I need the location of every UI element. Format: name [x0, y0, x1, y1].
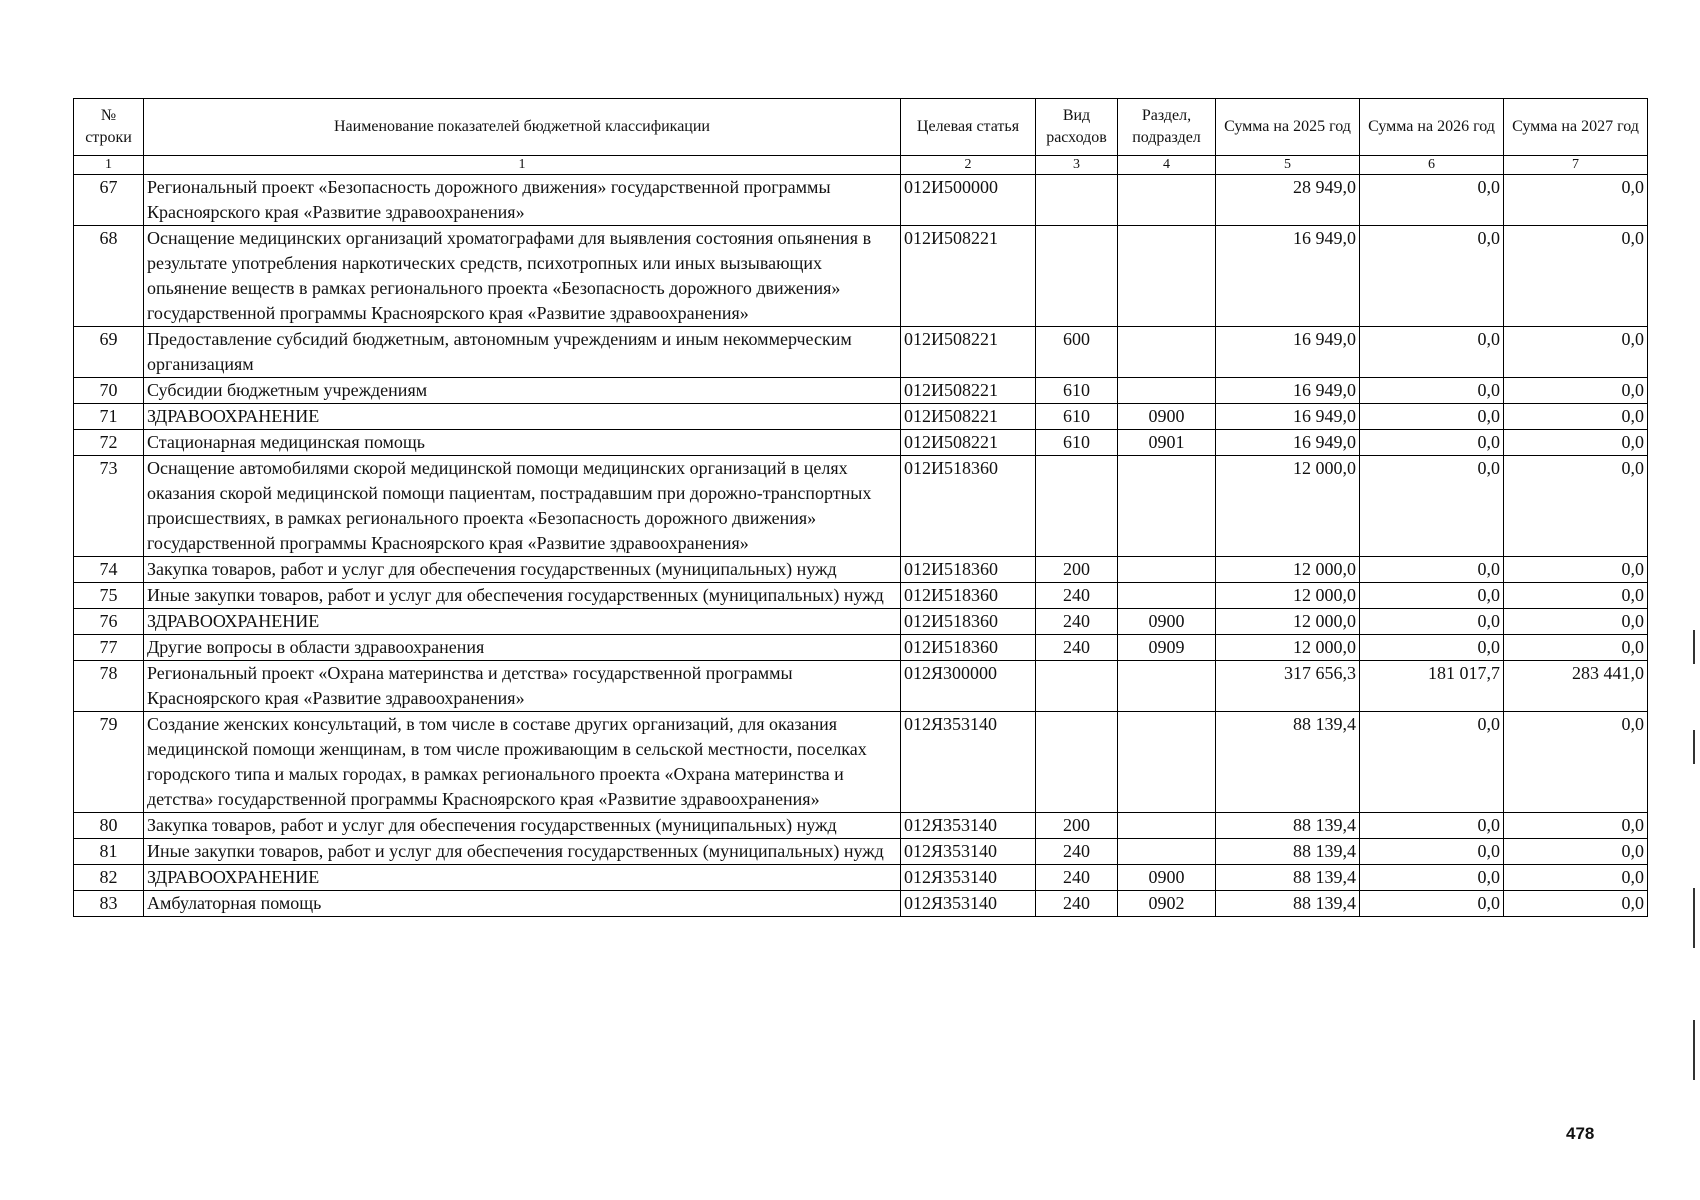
- row-number: 81: [74, 839, 144, 865]
- table-row: [74, 865, 1648, 891]
- row-sum-2027: 0,0: [1504, 226, 1648, 327]
- row-razdel: [1118, 175, 1216, 226]
- table-row: [74, 635, 1648, 661]
- row-sum-2026: 0,0: [1360, 891, 1504, 917]
- row-sum-2025: 16 949,0: [1216, 430, 1360, 456]
- column-numbers-row: [74, 156, 1648, 175]
- row-vid: 610: [1036, 378, 1118, 404]
- row-sum-2026: 0,0: [1360, 175, 1504, 226]
- row-sum-2027: 0,0: [1504, 378, 1648, 404]
- row-number: 75: [74, 583, 144, 609]
- row-razdel: [1118, 661, 1216, 712]
- scan-edge-mark: [1693, 630, 1695, 664]
- row-name: ЗДРАВООХРАНЕНИЕ: [144, 609, 901, 635]
- row-target-code: 012И508221: [901, 327, 1036, 378]
- row-sum-2026: 0,0: [1360, 865, 1504, 891]
- row-sum-2026: 0,0: [1360, 635, 1504, 661]
- row-sum-2027: 0,0: [1504, 813, 1648, 839]
- header-sum-2025: Сумма на 2025 год: [1216, 99, 1360, 156]
- row-razdel: 0900: [1118, 609, 1216, 635]
- row-vid: [1036, 226, 1118, 327]
- header-sum-2026: Сумма на 2026 год: [1360, 99, 1504, 156]
- row-sum-2026: 181 017,7: [1360, 661, 1504, 712]
- column-number: 6: [1360, 156, 1504, 175]
- row-target-code: 012И518360: [901, 635, 1036, 661]
- row-vid: [1036, 456, 1118, 557]
- row-sum-2025: 12 000,0: [1216, 456, 1360, 557]
- scan-edge-mark: [1693, 888, 1695, 948]
- row-sum-2025: 16 949,0: [1216, 327, 1360, 378]
- row-razdel: [1118, 327, 1216, 378]
- row-sum-2027: 0,0: [1504, 175, 1648, 226]
- row-razdel: 0900: [1118, 404, 1216, 430]
- row-target-code: 012Я300000: [901, 661, 1036, 712]
- row-name: ЗДРАВООХРАНЕНИЕ: [144, 865, 901, 891]
- row-sum-2026: 0,0: [1360, 712, 1504, 813]
- row-sum-2026: 0,0: [1360, 378, 1504, 404]
- row-sum-2025: 88 139,4: [1216, 865, 1360, 891]
- row-target-code: 012Я353140: [901, 891, 1036, 917]
- column-number: 1: [74, 156, 144, 175]
- row-target-code: 012Я353140: [901, 712, 1036, 813]
- row-razdel: [1118, 557, 1216, 583]
- row-number: 79: [74, 712, 144, 813]
- row-name: Создание женских консультаций, в том числе в составе других организаций, для оказания медицинской помощи женщинам, в том числе проживающим в сельской местности, поселках городского типа и малых городах, в рамках регионального проекта «Охрана материнства и детства» государственной программы Красноярского края «Развитие здравоохранения»: [144, 712, 901, 813]
- row-vid: 240: [1036, 635, 1118, 661]
- row-target-code: 012И508221: [901, 404, 1036, 430]
- row-vid: [1036, 175, 1118, 226]
- row-sum-2025: 88 139,4: [1216, 813, 1360, 839]
- row-sum-2026: 0,0: [1360, 456, 1504, 557]
- header-name: Наименование показателей бюджетной классификации: [144, 99, 901, 156]
- row-sum-2025: 12 000,0: [1216, 609, 1360, 635]
- table-body: [74, 175, 1648, 917]
- table-row: [74, 891, 1648, 917]
- row-sum-2025: 12 000,0: [1216, 635, 1360, 661]
- row-number: 76: [74, 609, 144, 635]
- row-sum-2025: 16 949,0: [1216, 226, 1360, 327]
- row-sum-2027: 0,0: [1504, 557, 1648, 583]
- row-number: 78: [74, 661, 144, 712]
- budget-table: [73, 98, 1648, 917]
- row-sum-2026: 0,0: [1360, 839, 1504, 865]
- row-name: Другие вопросы в области здравоохранения: [144, 635, 901, 661]
- row-vid: 240: [1036, 891, 1118, 917]
- row-sum-2026: 0,0: [1360, 557, 1504, 583]
- row-number: 67: [74, 175, 144, 226]
- table-row: [74, 456, 1648, 557]
- row-number: 69: [74, 327, 144, 378]
- row-sum-2025: 317 656,3: [1216, 661, 1360, 712]
- row-vid: 240: [1036, 609, 1118, 635]
- row-name: Амбулаторная помощь: [144, 891, 901, 917]
- row-target-code: 012И500000: [901, 175, 1036, 226]
- row-number: 73: [74, 456, 144, 557]
- table-row: [74, 430, 1648, 456]
- row-target-code: 012И518360: [901, 456, 1036, 557]
- header-sum-2027: Сумма на 2027 год: [1504, 99, 1648, 156]
- row-target-code: 012Я353140: [901, 813, 1036, 839]
- row-vid: 610: [1036, 430, 1118, 456]
- row-name: Закупка товаров, работ и услуг для обеспечения государственных (муниципальных) нужд: [144, 557, 901, 583]
- row-vid: [1036, 712, 1118, 813]
- header-vid: Вид расходов: [1036, 99, 1118, 156]
- row-target-code: 012И508221: [901, 378, 1036, 404]
- row-name: Иные закупки товаров, работ и услуг для обеспечения государственных (муниципальных) нужд: [144, 839, 901, 865]
- row-sum-2025: 16 949,0: [1216, 404, 1360, 430]
- row-razdel: [1118, 712, 1216, 813]
- row-vid: 200: [1036, 557, 1118, 583]
- row-target-code: 012И518360: [901, 609, 1036, 635]
- row-sum-2027: 0,0: [1504, 712, 1648, 813]
- column-number: 4: [1118, 156, 1216, 175]
- row-sum-2027: 0,0: [1504, 430, 1648, 456]
- row-razdel: [1118, 226, 1216, 327]
- row-sum-2026: 0,0: [1360, 404, 1504, 430]
- row-sum-2025: 16 949,0: [1216, 378, 1360, 404]
- table-row: [74, 839, 1648, 865]
- table-header: [74, 99, 1648, 175]
- column-number: 1: [144, 156, 901, 175]
- column-number: 7: [1504, 156, 1648, 175]
- row-sum-2025: 12 000,0: [1216, 557, 1360, 583]
- table-row: [74, 404, 1648, 430]
- row-razdel: [1118, 456, 1216, 557]
- table-row: [74, 175, 1648, 226]
- row-vid: [1036, 661, 1118, 712]
- row-sum-2026: 0,0: [1360, 327, 1504, 378]
- row-sum-2027: 0,0: [1504, 456, 1648, 557]
- row-target-code: 012И508221: [901, 226, 1036, 327]
- row-sum-2027: 0,0: [1504, 865, 1648, 891]
- row-target-code: 012И518360: [901, 557, 1036, 583]
- row-sum-2025: 88 139,4: [1216, 712, 1360, 813]
- table-row: [74, 609, 1648, 635]
- table-row: [74, 557, 1648, 583]
- row-vid: 240: [1036, 839, 1118, 865]
- row-sum-2026: 0,0: [1360, 430, 1504, 456]
- row-number: 77: [74, 635, 144, 661]
- row-number: 82: [74, 865, 144, 891]
- row-name: Региональный проект «Охрана материнства и детства» государственной программы Красноярского края «Развитие здравоохранения»: [144, 661, 901, 712]
- row-number: 80: [74, 813, 144, 839]
- row-sum-2027: 0,0: [1504, 583, 1648, 609]
- header-razdel: Раздел, подраздел: [1118, 99, 1216, 156]
- row-number: 72: [74, 430, 144, 456]
- table-row: [74, 661, 1648, 712]
- row-razdel: 0902: [1118, 891, 1216, 917]
- scan-edge-mark: [1693, 1020, 1695, 1080]
- row-number: 68: [74, 226, 144, 327]
- row-name: Субсидии бюджетным учреждениям: [144, 378, 901, 404]
- table-row: [74, 712, 1648, 813]
- row-sum-2027: 283 441,0: [1504, 661, 1648, 712]
- row-razdel: 0901: [1118, 430, 1216, 456]
- row-vid: 240: [1036, 583, 1118, 609]
- row-name: Иные закупки товаров, работ и услуг для обеспечения государственных (муниципальных) нужд: [144, 583, 901, 609]
- row-vid: 610: [1036, 404, 1118, 430]
- row-target-code: 012Я353140: [901, 839, 1036, 865]
- row-name: Стационарная медицинская помощь: [144, 430, 901, 456]
- row-target-code: 012Я353140: [901, 865, 1036, 891]
- row-sum-2025: 88 139,4: [1216, 839, 1360, 865]
- table-row: [74, 813, 1648, 839]
- table-row: [74, 327, 1648, 378]
- row-sum-2027: 0,0: [1504, 635, 1648, 661]
- row-razdel: [1118, 839, 1216, 865]
- row-sum-2026: 0,0: [1360, 609, 1504, 635]
- column-number: 3: [1036, 156, 1118, 175]
- row-vid: 600: [1036, 327, 1118, 378]
- row-name: Региональный проект «Безопасность дорожного движения» государственной программы Красноярского края «Развитие здравоохранения»: [144, 175, 901, 226]
- row-sum-2027: 0,0: [1504, 327, 1648, 378]
- scan-edge-mark: [1693, 730, 1695, 764]
- row-sum-2025: 28 949,0: [1216, 175, 1360, 226]
- page-number: 478: [1566, 1124, 1595, 1143]
- row-sum-2027: 0,0: [1504, 609, 1648, 635]
- row-razdel: [1118, 813, 1216, 839]
- table-row: [74, 226, 1648, 327]
- row-razdel: 0900: [1118, 865, 1216, 891]
- column-number: 5: [1216, 156, 1360, 175]
- row-razdel: [1118, 583, 1216, 609]
- row-sum-2026: 0,0: [1360, 226, 1504, 327]
- row-vid: 200: [1036, 813, 1118, 839]
- row-sum-2025: 12 000,0: [1216, 583, 1360, 609]
- row-target-code: 012И518360: [901, 583, 1036, 609]
- row-number: 70: [74, 378, 144, 404]
- row-target-code: 012И508221: [901, 430, 1036, 456]
- header-row-number: № строки: [74, 99, 144, 156]
- row-sum-2026: 0,0: [1360, 583, 1504, 609]
- row-sum-2027: 0,0: [1504, 839, 1648, 865]
- row-sum-2026: 0,0: [1360, 813, 1504, 839]
- row-name: ЗДРАВООХРАНЕНИЕ: [144, 404, 901, 430]
- row-number: 83: [74, 891, 144, 917]
- row-name: Закупка товаров, работ и услуг для обеспечения государственных (муниципальных) нужд: [144, 813, 901, 839]
- row-name: Оснащение автомобилями скорой медицинской помощи медицинских организаций в целях оказания скорой медицинской помощи пациентам, пострадавшим при дорожно-транспортных происшествиях, в рамках регионального проекта «Безопасность дорожного движения» государственной программы Красноярского края «Развитие здравоохранения»: [144, 456, 901, 557]
- row-number: 74: [74, 557, 144, 583]
- row-number: 71: [74, 404, 144, 430]
- table-row: [74, 378, 1648, 404]
- row-sum-2027: 0,0: [1504, 891, 1648, 917]
- row-name: Предоставление субсидий бюджетным, автономным учреждениям и иным некоммерческим организациям: [144, 327, 901, 378]
- table-row: [74, 583, 1648, 609]
- row-razdel: 0909: [1118, 635, 1216, 661]
- row-vid: 240: [1036, 865, 1118, 891]
- column-number: 2: [901, 156, 1036, 175]
- header-target: Целевая статья: [901, 99, 1036, 156]
- row-sum-2025: 88 139,4: [1216, 891, 1360, 917]
- row-razdel: [1118, 378, 1216, 404]
- row-name: Оснащение медицинских организаций хроматографами для выявления состояния опьянения в результате употребления наркотических средств, психотропных или иных вызывающих опьянение веществ в рамках регионального проекта «Безопасность дорожного движения» государственной программы Красноярского края «Развитие здравоохранения»: [144, 226, 901, 327]
- row-sum-2027: 0,0: [1504, 404, 1648, 430]
